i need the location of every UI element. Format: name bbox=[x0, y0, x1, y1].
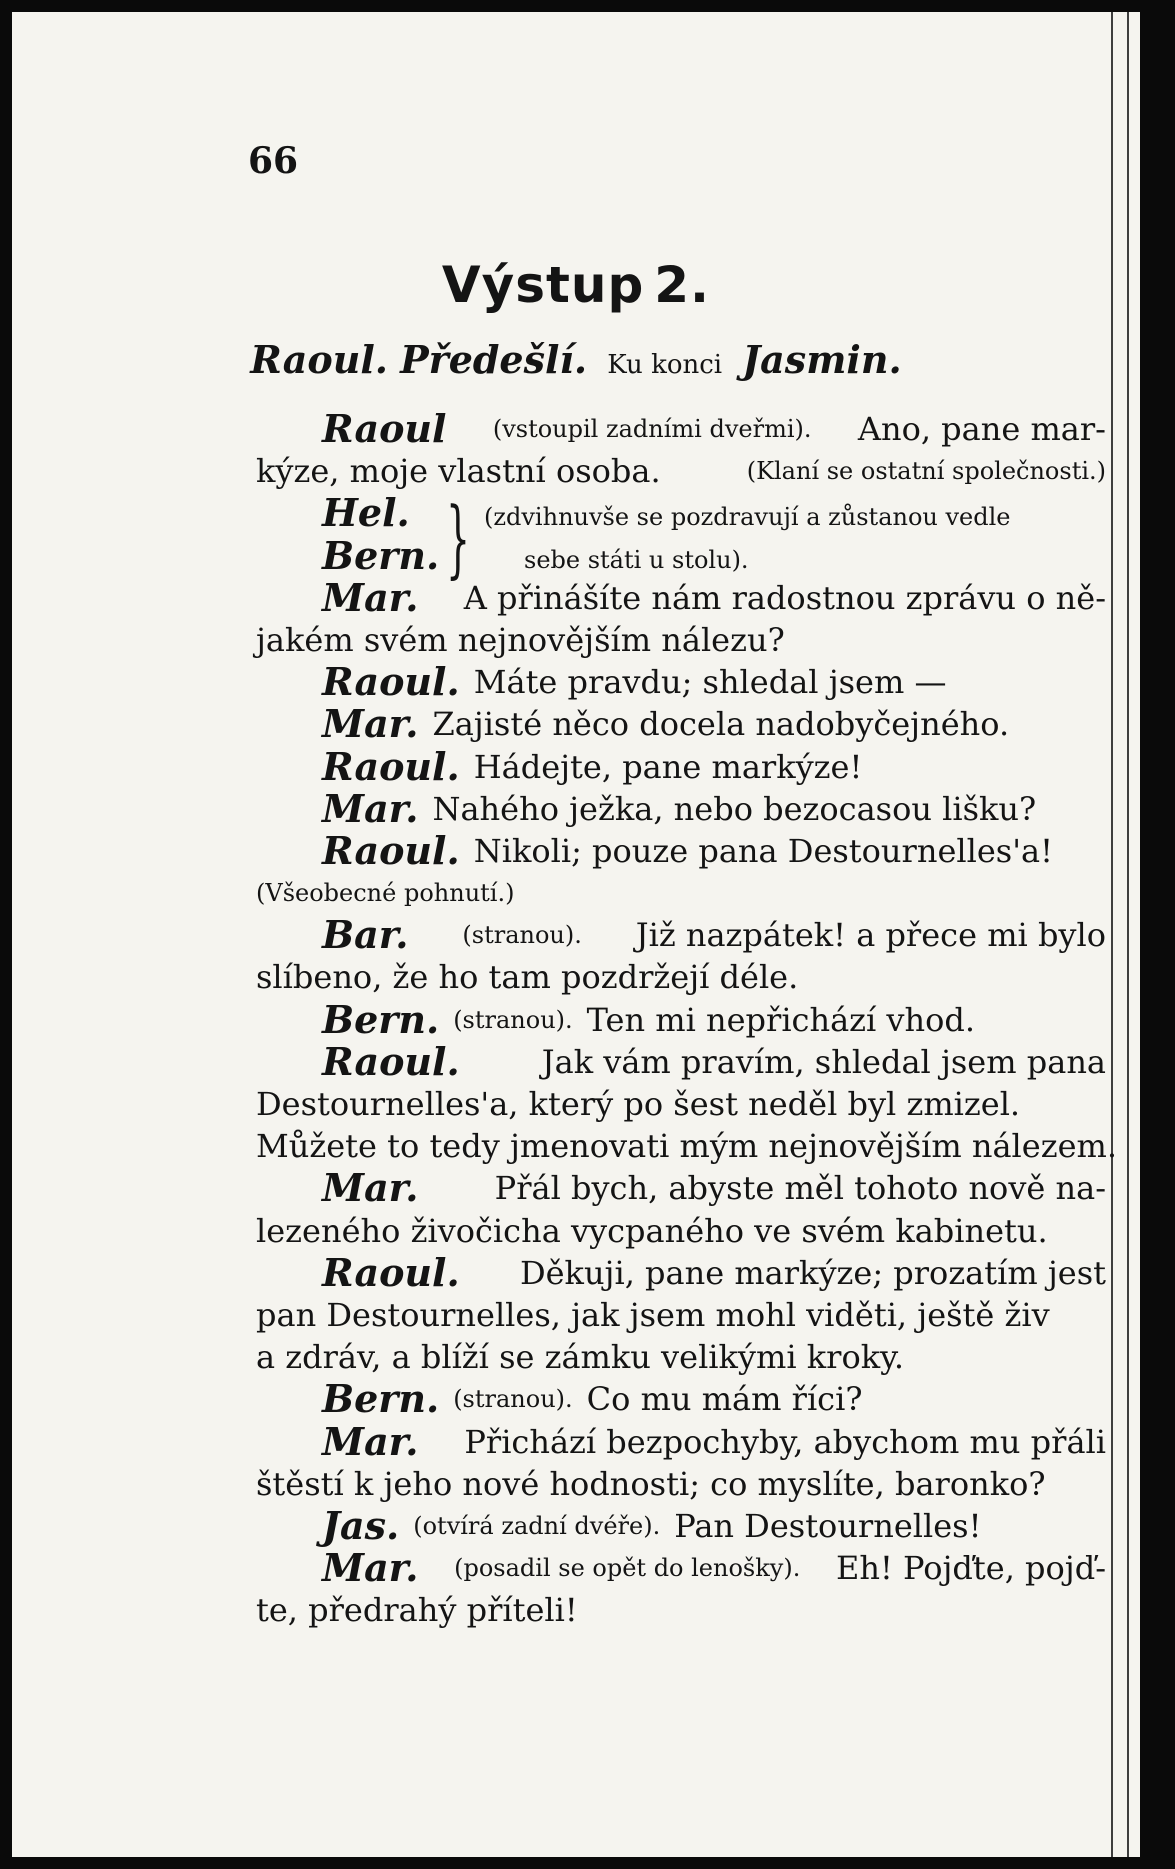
speech-text: Nikoli; pouze pana Destournelles'a! bbox=[473, 831, 1053, 870]
speech-text: pan Destournelles, jak jsem mohl viděti, ještě živ bbox=[256, 1295, 1050, 1334]
speaker-name: Mar. bbox=[322, 574, 419, 620]
text-line bbox=[256, 872, 1106, 914]
speech-text: Již nazpátek! a přece mi bylo bbox=[635, 916, 1106, 955]
speaker-name: Hel. bbox=[322, 490, 410, 536]
speaker-name: Mar. bbox=[322, 1545, 419, 1591]
speech-text: Přál bych, abyste měl tohoto nově na- bbox=[494, 1169, 1106, 1208]
speaker-name: Raoul. bbox=[322, 743, 460, 789]
text-line bbox=[256, 1249, 1106, 1295]
text-line bbox=[256, 956, 1106, 998]
scene-heading bbox=[12, 256, 1140, 314]
speaker-name: Jas. bbox=[322, 1502, 400, 1548]
text-line bbox=[256, 996, 1106, 1042]
speaker-name: Bar. bbox=[322, 912, 409, 958]
speech-text: Máte pravdu; shledal jsem — bbox=[473, 663, 947, 702]
speaker-name: Raoul. bbox=[322, 659, 460, 705]
text-line bbox=[256, 1167, 1106, 1209]
text-line bbox=[256, 785, 1106, 831]
stage-direction: (posadil se opět do lenošky). bbox=[454, 1554, 801, 1583]
cast-raoul: Raoul. bbox=[250, 337, 388, 382]
speaker-name: Raoul. bbox=[322, 1249, 460, 1295]
text-line bbox=[256, 1336, 1106, 1378]
text-line bbox=[256, 574, 1106, 620]
book-page bbox=[12, 12, 1140, 1857]
speech-text: Destournelles'a, který po šest neděl byl zmizel. bbox=[256, 1085, 1021, 1123]
cast-note: Ku konci bbox=[607, 350, 723, 380]
cast-list bbox=[12, 337, 1140, 382]
text-line bbox=[256, 1294, 1106, 1336]
speech-text: A přinášíte nám radostnou zprávu o ně- bbox=[463, 578, 1106, 617]
text-line bbox=[256, 1547, 1106, 1589]
text-line bbox=[256, 661, 1106, 703]
text-line bbox=[256, 1378, 1106, 1420]
dialogue-text bbox=[256, 406, 1118, 1631]
speech-text: Zajisté něco docela nadobyčejného. bbox=[432, 705, 1010, 744]
speaker-name: Mar. bbox=[322, 1418, 419, 1464]
stage-direction: (otvírá zadní dvéře). bbox=[413, 1511, 661, 1540]
text-line bbox=[256, 1502, 1106, 1548]
stage-direction: (Všeobecné pohnutí.) bbox=[256, 879, 515, 908]
text-line bbox=[256, 450, 1106, 492]
speaker-name: Bern. bbox=[322, 532, 440, 578]
speech-text: Co mu mám říci? bbox=[586, 1380, 863, 1419]
speech-text: kýze, moje vlastní osoba. bbox=[256, 452, 661, 491]
text-line bbox=[256, 703, 1106, 745]
stage-direction: (stranou). bbox=[453, 1385, 573, 1414]
text-line bbox=[256, 827, 1106, 873]
stage-direction: (stranou). bbox=[462, 921, 582, 950]
speech-text: te, předrahý příteli! bbox=[256, 1591, 578, 1630]
speech-text: slíbeno, že ho tam pozdržejí déle. bbox=[256, 958, 799, 997]
speech-text: Hádejte, pane markýze! bbox=[473, 747, 863, 786]
brace-glyph: } bbox=[446, 489, 471, 588]
text-line bbox=[256, 1418, 1106, 1464]
speech-text: štěstí k jeho nové hodnosti; co myslíte, baronko? bbox=[256, 1464, 1046, 1503]
scene-number: 2. bbox=[654, 256, 711, 314]
speech-text: Nahého ježka, nebo bezocasou lišku? bbox=[432, 789, 1037, 828]
speech-text: a zdráv, a blíží se zámku velikými kroky. bbox=[256, 1338, 905, 1377]
speaker-name: Raoul. bbox=[322, 1038, 460, 1084]
cast-previous: Předešlí. bbox=[400, 337, 588, 382]
speaker-name: Bern. bbox=[322, 996, 440, 1042]
stage-direction: (Klaní se ostatní společnosti.) bbox=[746, 457, 1106, 486]
speaker-name: Mar. bbox=[322, 701, 419, 747]
text-line bbox=[256, 1125, 1118, 1167]
stage-direction: sebe státi u stolu). bbox=[524, 545, 749, 574]
stage-direction: (zdvihnuvše se pozdravují a zůstanou vedle bbox=[484, 503, 1011, 532]
text-line bbox=[256, 1038, 1106, 1084]
speech-text: Děkuji, pane markýze; prozatím jest bbox=[519, 1253, 1106, 1292]
speech-text: Můžete to tedy jmenovati mým nejnovějším nálezem. bbox=[256, 1127, 1118, 1166]
speech-text: jakém svém nejnovějším nálezu? bbox=[256, 620, 785, 659]
speech-text: Eh! Pojďte, pojď- bbox=[835, 1549, 1106, 1588]
text-line bbox=[256, 1589, 1106, 1631]
text-line bbox=[256, 1463, 1106, 1505]
speech-text: Pan Destournelles! bbox=[674, 1506, 982, 1545]
cast-jasmin: Jasmin. bbox=[742, 337, 902, 382]
text-line bbox=[256, 532, 1106, 578]
speech-text: lezeného živočicha vycpaného ve svém kabinetu. bbox=[256, 1211, 1048, 1250]
speech-text: Přichází bezpochyby, abychom mu přáli bbox=[464, 1422, 1106, 1461]
text-line bbox=[256, 1083, 1106, 1125]
page-number: 66 bbox=[248, 140, 299, 182]
speaker-name: Raoul bbox=[322, 406, 447, 451]
text-line bbox=[256, 1210, 1106, 1252]
speaker-name: Mar. bbox=[322, 1165, 419, 1211]
speaker-name: Raoul. bbox=[322, 827, 460, 873]
speech-text: Jak vám pravím, shledal jsem pana bbox=[541, 1042, 1106, 1081]
speech-text: Ten mi nepřichází vhod. bbox=[586, 1000, 976, 1039]
stage-direction: (stranou). bbox=[453, 1005, 573, 1034]
speech-text: Ano, pane mar- bbox=[857, 410, 1106, 448]
stage-direction: (vstoupil zadními dveřmi). bbox=[492, 415, 812, 443]
text-line bbox=[256, 743, 1106, 789]
text-line bbox=[256, 914, 1106, 956]
text-line bbox=[256, 408, 1106, 450]
text-line bbox=[256, 619, 1106, 661]
speaker-name: Bern. bbox=[322, 1376, 440, 1422]
scene-title: Výstup bbox=[441, 256, 645, 314]
speaker-name: Mar. bbox=[322, 785, 419, 831]
